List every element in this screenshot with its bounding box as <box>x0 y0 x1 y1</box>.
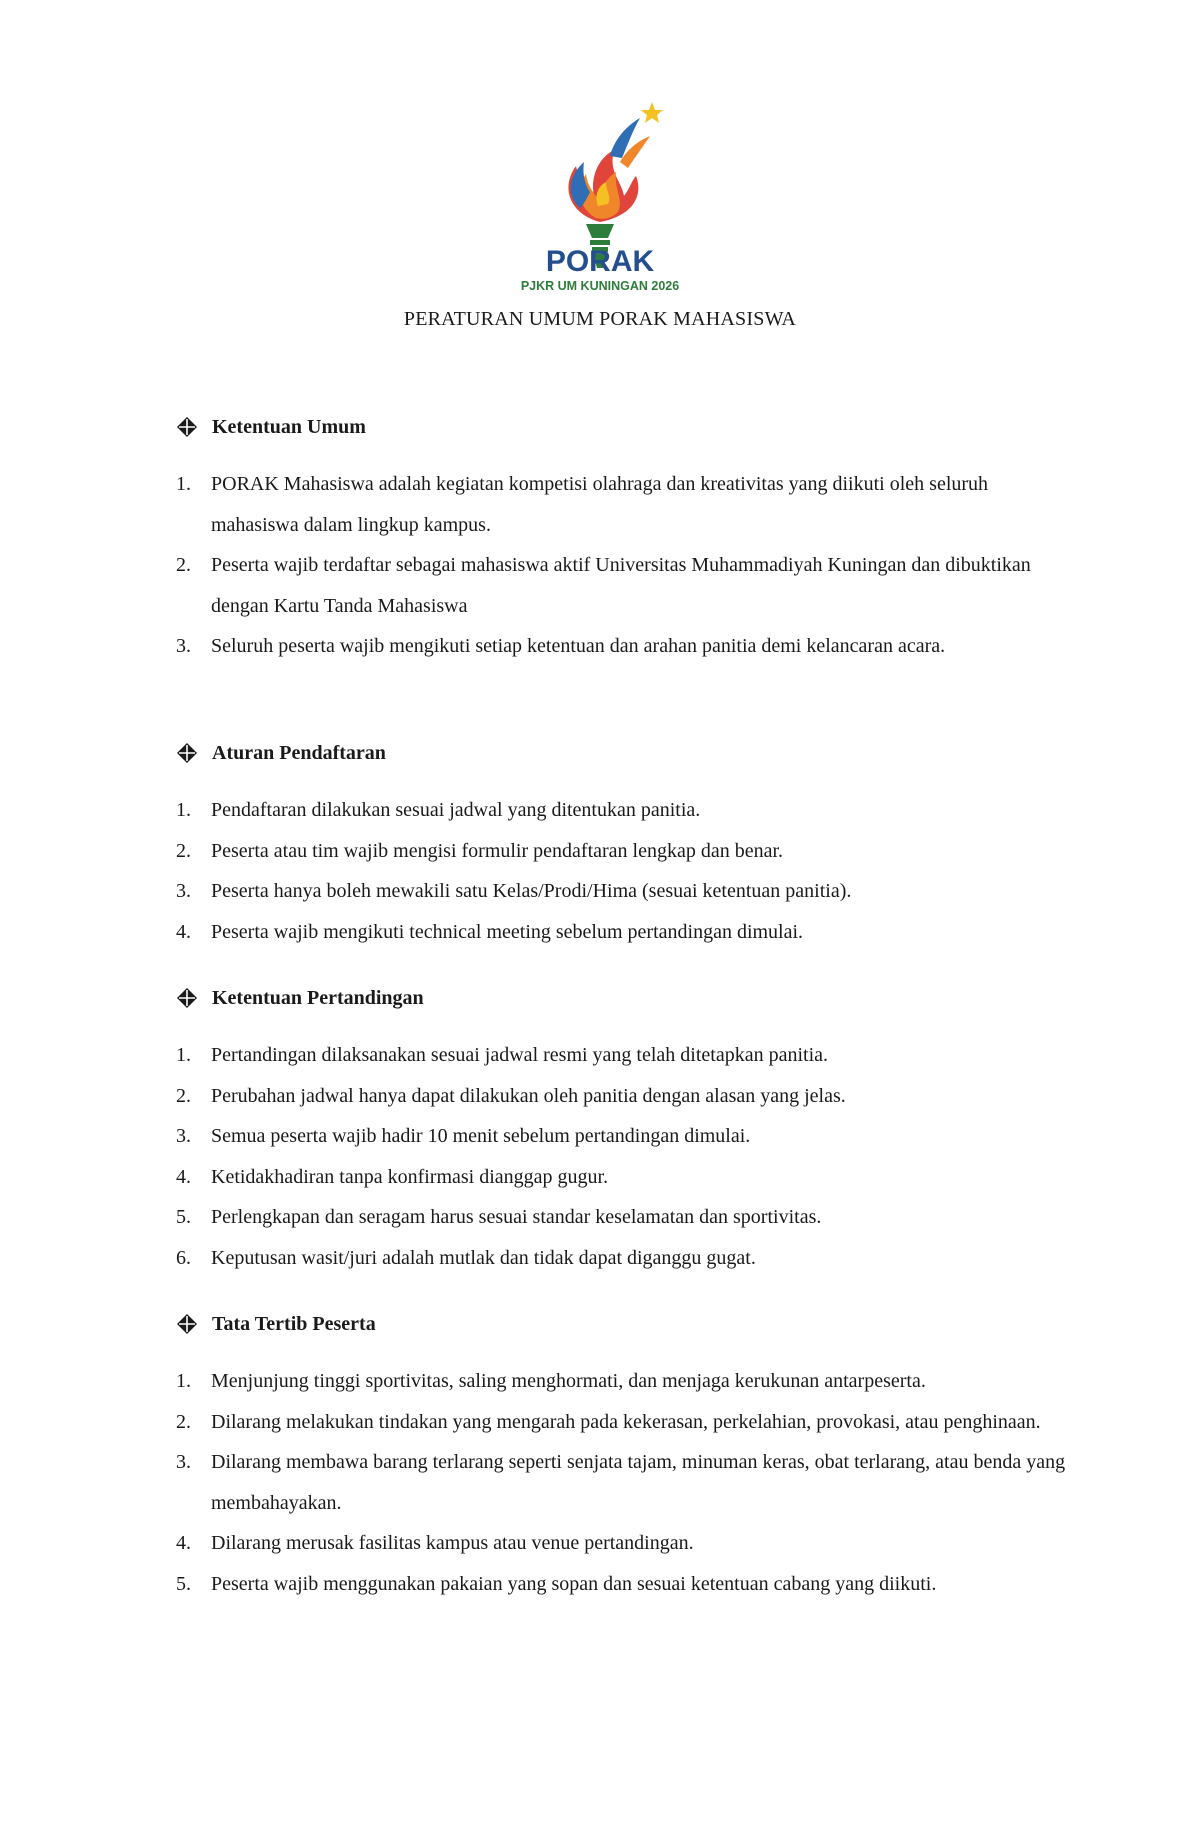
list-item <box>176 1523 1076 1564</box>
item-number: 6. <box>176 1246 191 1269</box>
logo-brand-text: PORAK <box>545 245 655 278</box>
item-number: 4. <box>176 1532 191 1554</box>
section-heading <box>176 738 1076 768</box>
rule-list <box>176 1361 1076 1604</box>
list-item <box>176 790 1076 831</box>
item-text: Peserta hanya boleh mewakili satu Kelas/Prodi/Hima (sesuai ketentuan panitia). <box>211 880 852 902</box>
item-number: 1. <box>176 1370 191 1392</box>
porak-logo <box>490 96 710 296</box>
item-text: Seluruh peserta wajib mengikuti setiap ketentuan dan arahan panitia demi kelancaran acara. <box>211 635 946 657</box>
list-item <box>176 1035 1076 1076</box>
item-text: Peserta wajib menggunakan pakaian yang sopan dan sesuai ketentuan cabang yang diikuti. <box>211 1572 937 1595</box>
list-item <box>176 1116 1076 1157</box>
diamond-bullet-icon <box>176 987 198 1009</box>
item-number: 3. <box>176 1125 191 1147</box>
list-item <box>176 1157 1076 1198</box>
list-item <box>176 464 1076 545</box>
item-number: 3. <box>176 635 191 657</box>
item-number: 4. <box>176 920 191 943</box>
list-item <box>176 1402 1076 1443</box>
section-aturan-pendaftaran <box>176 738 1076 952</box>
list-item <box>176 1564 1076 1605</box>
item-text: Dilarang melakukan tindakan yang mengarah pada kekerasan, perkelahian, provokasi, atau penghinaan. <box>211 1410 1041 1433</box>
rule-list <box>176 464 1076 667</box>
section-heading <box>176 1309 1076 1339</box>
item-text: Pendaftaran dilakukan sesuai jadwal yang ditentukan panitia. <box>211 799 701 821</box>
item-number: 5. <box>176 1206 191 1228</box>
list-item <box>176 912 1076 953</box>
section-heading-label: Ketentuan Pertandingan <box>212 986 424 1009</box>
list-item <box>176 871 1076 912</box>
item-number: 2. <box>176 554 191 576</box>
item-text: PORAK Mahasiswa adalah kegiatan kompetisi olahraga dan kreativitas yang diikuti oleh seluruh mahasiswa dalam lingkup kampus. <box>211 473 989 536</box>
section-heading <box>176 983 1076 1013</box>
list-item <box>176 1076 1076 1117</box>
rule-list <box>176 1035 1076 1278</box>
item-text: Peserta wajib terdaftar sebagai mahasiswa aktif Universitas Muhammadiyah Kuningan dan dibuktikan dengan Kartu Tanda Mahasiswa <box>211 554 1031 617</box>
section-heading-label: Tata Tertib Peserta <box>212 1312 376 1335</box>
list-item <box>176 1361 1076 1402</box>
document-title: PERATURAN UMUM PORAK MAHASISWA <box>403 308 797 330</box>
list-item <box>176 626 1076 667</box>
list-item <box>176 1442 1076 1523</box>
item-number: 4. <box>176 1165 191 1188</box>
item-text: Pertandingan dilaksanakan sesuai jadwal resmi yang telah ditetapkan panitia. <box>211 1044 829 1066</box>
section-tata-tertib-peserta <box>176 1309 1076 1604</box>
item-text: Peserta atau tim wajib mengisi formulir pendaftaran lengkap dan benar. <box>211 839 784 862</box>
list-item <box>176 831 1076 872</box>
item-text: Semua peserta wajib hadir 10 menit sebelum pertandingan dimulai. <box>211 1125 751 1147</box>
item-text: Dilarang membawa barang terlarang seperti senjata tajam, minuman keras, obat terlarang, atau benda yang membahayakan. <box>211 1451 1066 1514</box>
list-item <box>176 1238 1076 1279</box>
item-text: Ketidakhadiran tanpa konfirmasi dianggap gugur. <box>211 1165 609 1188</box>
logo-tagline-text: PJKR UM KUNINGAN 2026 <box>520 279 680 293</box>
item-text: Menjunjung tinggi sportivitas, saling menghormati, dan menjaga kerukunan antarpeserta. <box>211 1370 926 1392</box>
list-item <box>176 545 1076 626</box>
rule-list <box>176 790 1076 952</box>
item-text: Perubahan jadwal hanya dapat dilakukan oleh panitia dengan alasan yang jelas. <box>211 1084 846 1107</box>
item-number: 3. <box>176 880 191 902</box>
item-number: 2. <box>176 1410 191 1433</box>
item-number: 5. <box>176 1572 191 1595</box>
list-item <box>176 1197 1076 1238</box>
item-text: Peserta wajib mengikuti technical meeting sebelum pertandingan dimulai. <box>211 920 804 943</box>
item-number: 1. <box>176 473 191 495</box>
section-heading <box>176 412 1076 442</box>
diamond-bullet-icon <box>176 1313 198 1335</box>
item-text: Dilarang merusak fasilitas kampus atau venue pertandingan. <box>211 1532 694 1554</box>
section-ketentuan-umum <box>176 412 1076 667</box>
section-ketentuan-pertandingan <box>176 983 1076 1278</box>
section-heading-label: Ketentuan Umum <box>212 415 366 438</box>
item-number: 1. <box>176 799 191 821</box>
section-heading-label: Aturan Pendaftaran <box>212 741 386 764</box>
item-text: Perlengkapan dan seragam harus sesuai standar keselamatan dan sportivitas. <box>211 1206 822 1228</box>
item-text: Keputusan wasit/juri adalah mutlak dan tidak dapat diganggu gugat. <box>211 1246 756 1269</box>
item-number: 2. <box>176 1084 191 1107</box>
item-number: 3. <box>176 1451 191 1473</box>
diamond-bullet-icon <box>176 742 198 764</box>
item-number: 1. <box>176 1044 191 1066</box>
torch-logo-icon <box>490 96 710 296</box>
diamond-bullet-icon <box>176 416 198 438</box>
item-number: 2. <box>176 839 191 862</box>
